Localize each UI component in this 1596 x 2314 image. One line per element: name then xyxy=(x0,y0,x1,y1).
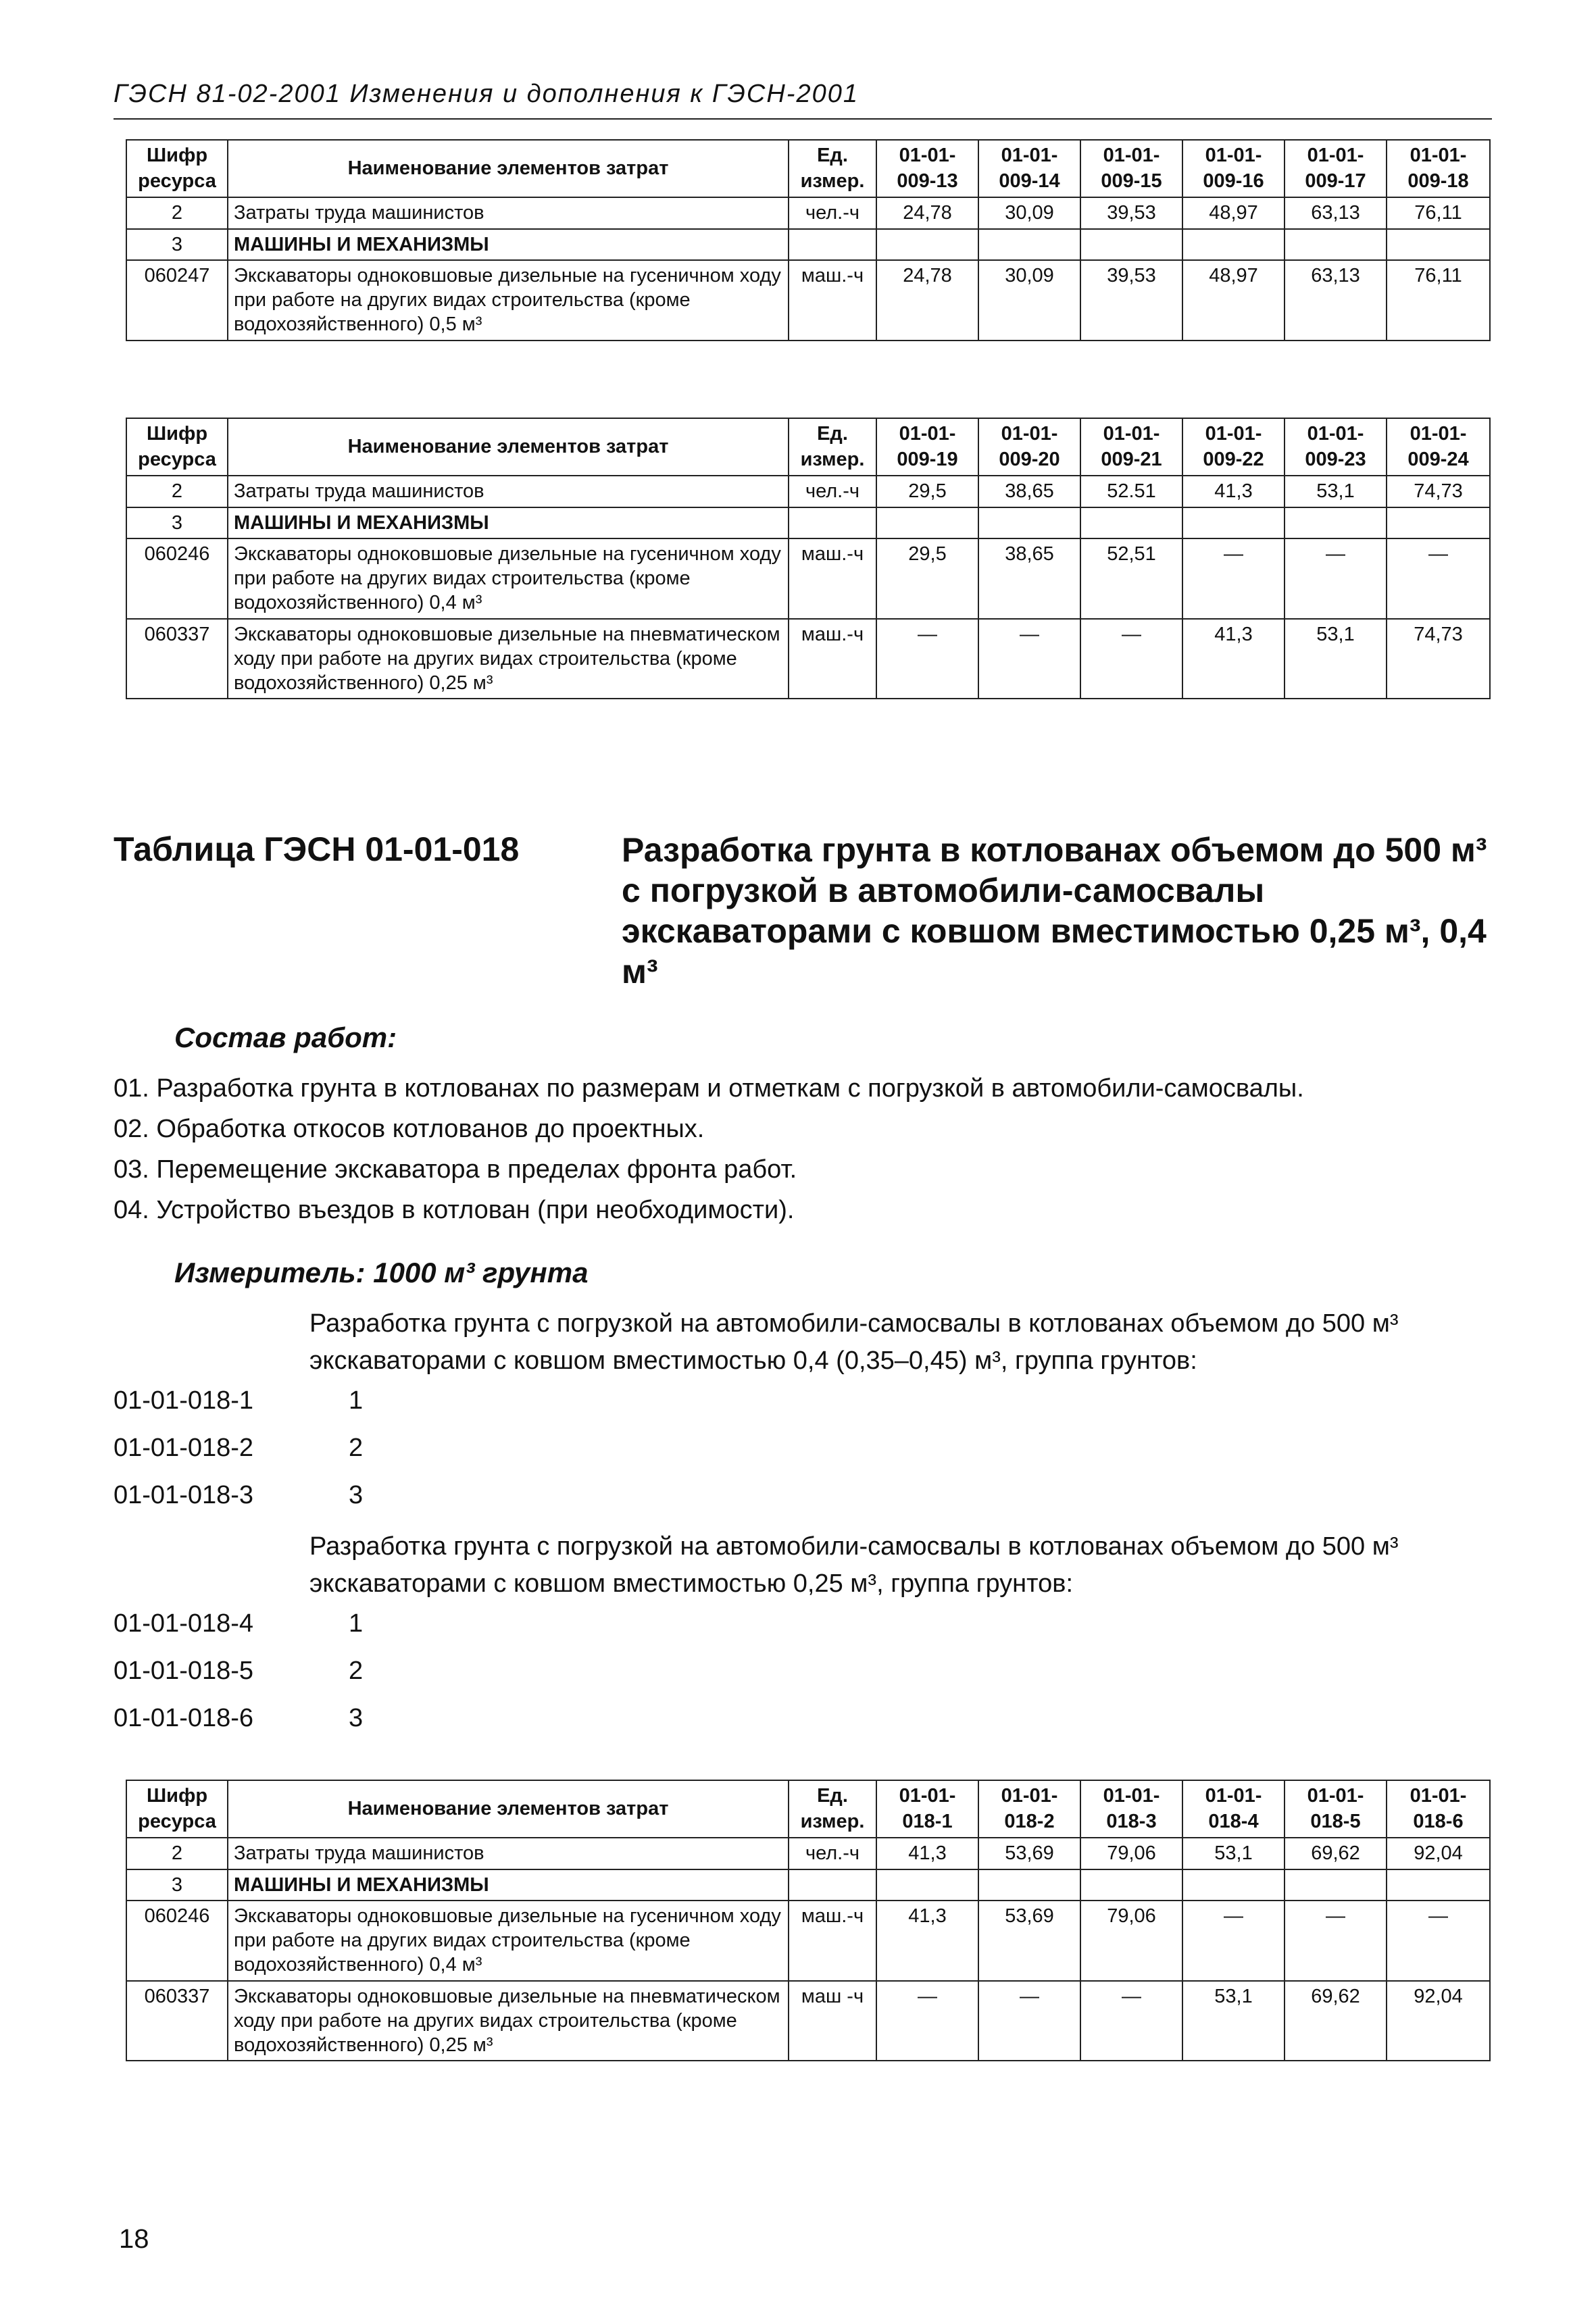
col-header-norm: 01-01-018-4 xyxy=(1182,1780,1285,1838)
norm-code: 01-01-018-1 xyxy=(114,1386,254,1415)
work-item: 03. Перемещение экскаватора в пределах фронта работ. xyxy=(114,1155,797,1184)
value-cell: 29,5 xyxy=(876,538,978,619)
value-cell: 92,04 xyxy=(1387,1981,1490,2061)
value-cell: 30,09 xyxy=(978,197,1080,228)
col-header-norm: 01-01-009-16 xyxy=(1182,140,1285,197)
value-cell: — xyxy=(1285,1901,1387,1981)
value-cell: 24,78 xyxy=(876,197,978,228)
unit-cell: чел.-ч xyxy=(789,476,876,507)
value-cell: 41,3 xyxy=(876,1901,978,1981)
norm-code: 01-01-018-4 xyxy=(114,1609,254,1638)
value-cell: 79,06 xyxy=(1080,1838,1182,1869)
cost-element-name: Экскаваторы одноковшовые дизельные на гусеничном ходу при работе на других видах строительства (кроме водохозяйственного) 0,4 м³ xyxy=(228,538,789,619)
unit-cell: маш -ч xyxy=(789,1981,876,2061)
value-cell: — xyxy=(1080,1981,1182,2061)
col-header-code: Шифр ресурса xyxy=(126,418,228,476)
cost-element-name: Затраты труда машинистов xyxy=(228,1838,789,1869)
col-header-norm: 01-01-009-19 xyxy=(876,418,978,476)
norm-table-009-19-24 xyxy=(126,418,1491,699)
resource-code: 060246 xyxy=(126,1901,228,1981)
table-row xyxy=(126,1901,1490,1981)
col-header-unit: Ед. измер. xyxy=(789,418,876,476)
page-number: 18 xyxy=(119,2224,149,2254)
value-cell xyxy=(1182,1869,1285,1901)
col-header-name: Наименование элементов затрат xyxy=(228,418,789,476)
value-cell xyxy=(978,229,1080,260)
table-caption: Таблица ГЭСН 01-01-018 xyxy=(114,830,520,868)
value-cell: 30,09 xyxy=(978,260,1080,341)
value-cell: 48,97 xyxy=(1182,197,1285,228)
value-cell: — xyxy=(1285,538,1387,619)
table-row xyxy=(126,1981,1490,2061)
value-cell xyxy=(1182,507,1285,538)
works-heading: Состав работ: xyxy=(174,1022,397,1053)
resource-code: 3 xyxy=(126,507,228,538)
col-header-norm: 01-01-018-6 xyxy=(1387,1780,1490,1838)
work-item: 01. Разработка грунта в котлованах по размерам и отметкам с погрузкой в автомобили-самосвалы. xyxy=(114,1074,1304,1103)
value-cell xyxy=(1285,229,1387,260)
norm-table-018 xyxy=(126,1780,1491,2061)
cost-element-name: Затраты труда машинистов xyxy=(228,476,789,507)
soil-group: 3 xyxy=(349,1704,364,1732)
cost-element-name: МАШИНЫ И МЕХАНИЗМЫ xyxy=(228,507,789,538)
value-cell: 29,5 xyxy=(876,476,978,507)
value-cell: — xyxy=(1182,538,1285,619)
value-cell xyxy=(876,1869,978,1901)
value-cell: 41,3 xyxy=(1182,619,1285,699)
value-cell: 69,62 xyxy=(1285,1981,1387,2061)
table-header-row xyxy=(126,1780,1490,1838)
cost-element-name: Экскаваторы одноковшовые дизельные на гусеничном ходу при работе на других видах строительства (кроме водохозяйственного) 0,4 м³ xyxy=(228,1901,789,1981)
work-item: 02. Обработка откосов котлованов до проектных. xyxy=(114,1115,705,1143)
table-row xyxy=(126,476,1490,507)
unit-cell: маш.-ч xyxy=(789,619,876,699)
value-cell xyxy=(1387,1869,1490,1901)
value-cell: 24,78 xyxy=(876,260,978,341)
resource-code: 060337 xyxy=(126,1981,228,2061)
value-cell: — xyxy=(876,619,978,699)
cost-element-name: Затраты труда машинистов xyxy=(228,197,789,228)
resource-code: 3 xyxy=(126,229,228,260)
table-row xyxy=(126,619,1490,699)
table-title: Разработка грунта в котлованах объемом до 500 м³ с погрузкой в автомобили-самосвалы экскаваторами с ковшом вместимостью 0,25 м³, 0,4 м³ xyxy=(622,831,1487,990)
unit-cell: маш.-ч xyxy=(789,260,876,341)
norm-code: 01-01-018-3 xyxy=(114,1481,254,1509)
col-header-norm: 01-01-018-1 xyxy=(876,1780,978,1838)
value-cell xyxy=(1080,507,1182,538)
value-cell: 53,1 xyxy=(1285,619,1387,699)
cost-element-name: МАШИНЫ И МЕХАНИЗМЫ xyxy=(228,1869,789,1901)
resource-code: 2 xyxy=(126,197,228,228)
work-item: 04. Устройство въездов в котлован (при необходимости). xyxy=(114,1196,795,1224)
value-cell: 39,53 xyxy=(1080,260,1182,341)
value-cell xyxy=(876,507,978,538)
value-cell: 92,04 xyxy=(1387,1838,1490,1869)
table-row xyxy=(126,229,1490,260)
value-cell: 48,97 xyxy=(1182,260,1285,341)
value-cell: 76,11 xyxy=(1387,197,1490,228)
col-header-norm: 01-01-009-24 xyxy=(1387,418,1490,476)
value-cell: 53,69 xyxy=(978,1838,1080,1869)
value-cell: 76,11 xyxy=(1387,260,1490,341)
col-header-code: Шифр ресурса xyxy=(126,1780,228,1838)
col-header-norm: 01-01-018-5 xyxy=(1285,1780,1387,1838)
value-cell: 53,1 xyxy=(1182,1838,1285,1869)
soil-group: 3 xyxy=(349,1481,364,1509)
value-cell xyxy=(1285,1869,1387,1901)
unit-cell xyxy=(789,229,876,260)
table-header-row xyxy=(126,418,1490,476)
value-cell: 52,51 xyxy=(1080,538,1182,619)
norm-code: 01-01-018-2 xyxy=(114,1434,254,1462)
unit-cell: маш.-ч xyxy=(789,1901,876,1981)
resource-code: 060337 xyxy=(126,619,228,699)
measure-unit: Измеритель: 1000 м³ грунта xyxy=(174,1257,589,1288)
value-cell: 52.51 xyxy=(1080,476,1182,507)
unit-cell: чел.-ч xyxy=(789,197,876,228)
resource-code: 060247 xyxy=(126,260,228,341)
table-row xyxy=(126,1838,1490,1869)
running-header: ГЭСН 81-02-2001 Изменения и дополнения к ГЭСН-2001 xyxy=(114,80,1492,120)
cost-element-name: Экскаваторы одноковшовые дизельные на гусеничном ходу при работе на других видах строительства (кроме водохозяйственного) 0,5 м³ xyxy=(228,260,789,341)
unit-cell: чел.-ч xyxy=(789,1838,876,1869)
value-cell: 69,62 xyxy=(1285,1838,1387,1869)
col-header-norm: 01-01-009-21 xyxy=(1080,418,1182,476)
value-cell: — xyxy=(876,1981,978,2061)
value-cell xyxy=(978,1869,1080,1901)
norm-code: 01-01-018-5 xyxy=(114,1657,254,1685)
col-header-norm: 01-01-009-17 xyxy=(1285,140,1387,197)
value-cell: — xyxy=(1387,1901,1490,1981)
table-header-row xyxy=(126,140,1490,197)
table-row xyxy=(126,260,1490,341)
value-cell: 63,13 xyxy=(1285,197,1387,228)
soil-group: 1 xyxy=(349,1386,364,1415)
col-header-norm: 01-01-009-18 xyxy=(1387,140,1490,197)
value-cell: 39,53 xyxy=(1080,197,1182,228)
cost-element-name: Экскаваторы одноковшовые дизельные на пневматическом ходу при работе на других видах строительства (кроме водохозяйственного) 0,25 м³ xyxy=(228,1981,789,2061)
soil-group: 1 xyxy=(349,1609,364,1638)
soil-group: 2 xyxy=(349,1657,364,1685)
col-header-norm: 01-01-009-13 xyxy=(876,140,978,197)
resource-code: 3 xyxy=(126,1869,228,1901)
group-description: Разработка грунта с погрузкой на автомобили-самосвалы в котлованах объемом до 500 м³ экскаваторами с ковшом вместимостью 0,25 м³, группа грунтов: xyxy=(309,1532,1399,1599)
cost-element-name: Экскаваторы одноковшовые дизельные на пневматическом ходу при работе на других видах строительства (кроме водохозяйственного) 0,25 м³ xyxy=(228,619,789,699)
value-cell: 74,73 xyxy=(1387,619,1490,699)
col-header-norm: 01-01-009-15 xyxy=(1080,140,1182,197)
soil-group: 2 xyxy=(349,1434,364,1462)
unit-cell: маш.-ч xyxy=(789,538,876,619)
value-cell xyxy=(1182,229,1285,260)
value-cell: — xyxy=(1080,619,1182,699)
col-header-unit: Ед. измер. xyxy=(789,1780,876,1838)
value-cell: 38,65 xyxy=(978,476,1080,507)
resource-code: 2 xyxy=(126,476,228,507)
resource-code: 060246 xyxy=(126,538,228,619)
col-header-code: Шифр ресурса xyxy=(126,140,228,197)
value-cell: — xyxy=(1387,538,1490,619)
value-cell: 41,3 xyxy=(1182,476,1285,507)
table-row xyxy=(126,538,1490,619)
col-header-norm: 01-01-009-14 xyxy=(978,140,1080,197)
norm-table-009-13-18 xyxy=(126,139,1491,341)
value-cell xyxy=(1285,507,1387,538)
table-row xyxy=(126,197,1490,228)
unit-cell xyxy=(789,1869,876,1901)
value-cell xyxy=(1387,229,1490,260)
value-cell xyxy=(1080,1869,1182,1901)
value-cell: 53,1 xyxy=(1182,1981,1285,2061)
col-header-unit: Ед. измер. xyxy=(789,140,876,197)
value-cell: 53,1 xyxy=(1285,476,1387,507)
col-header-norm: 01-01-018-2 xyxy=(978,1780,1080,1838)
cost-element-name: МАШИНЫ И МЕХАНИЗМЫ xyxy=(228,229,789,260)
value-cell: 53,69 xyxy=(978,1901,1080,1981)
value-cell: — xyxy=(978,619,1080,699)
value-cell: 63,13 xyxy=(1285,260,1387,341)
value-cell: 41,3 xyxy=(876,1838,978,1869)
table-row xyxy=(126,507,1490,538)
col-header-norm: 01-01-009-20 xyxy=(978,418,1080,476)
value-cell xyxy=(876,229,978,260)
value-cell: 79,06 xyxy=(1080,1901,1182,1981)
col-header-name: Наименование элементов затрат xyxy=(228,1780,789,1838)
value-cell: — xyxy=(978,1981,1080,2061)
resource-code: 2 xyxy=(126,1838,228,1869)
table-row xyxy=(126,1869,1490,1901)
unit-cell xyxy=(789,507,876,538)
col-header-norm: 01-01-018-3 xyxy=(1080,1780,1182,1838)
norm-code: 01-01-018-6 xyxy=(114,1704,254,1732)
value-cell xyxy=(978,507,1080,538)
col-header-norm: 01-01-009-22 xyxy=(1182,418,1285,476)
value-cell xyxy=(1080,229,1182,260)
value-cell: 38,65 xyxy=(978,538,1080,619)
col-header-norm: 01-01-009-23 xyxy=(1285,418,1387,476)
col-header-name: Наименование элементов затрат xyxy=(228,140,789,197)
group-description: Разработка грунта с погрузкой на автомобили-самосвалы в котлованах объемом до 500 м³ экскаваторами с ковшом вместимостью 0,4 (0,35–0,45) м³, группа грунтов: xyxy=(309,1309,1399,1376)
value-cell: — xyxy=(1182,1901,1285,1981)
value-cell: 74,73 xyxy=(1387,476,1490,507)
value-cell xyxy=(1387,507,1490,538)
